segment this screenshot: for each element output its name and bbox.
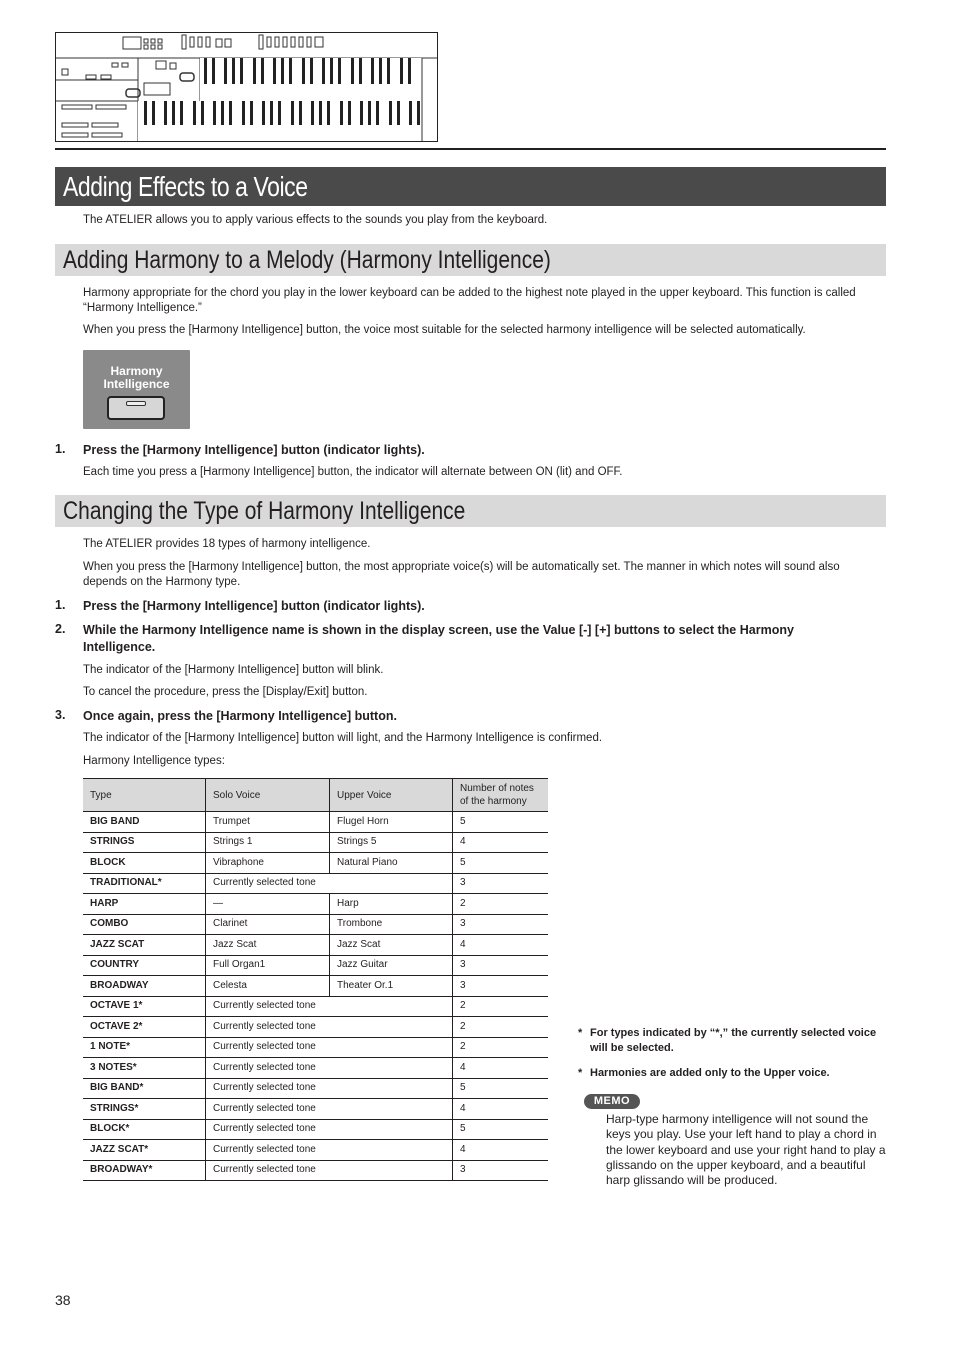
button-label-line2: Intelligence	[103, 377, 170, 391]
harmony-step1-note: Each time you press a [Harmony Intelligence] button, the indicator will alternate between ON (lit) and OFF.	[83, 466, 623, 478]
cell-notes: 4	[453, 1058, 549, 1079]
changing-section-title: Changing the Type of Harmony Intelligence	[63, 497, 466, 525]
harmony-intelligence-button-label	[83, 365, 190, 391]
cell-type: COMBO	[83, 914, 206, 935]
cell-type: BIG BAND*	[83, 1078, 206, 1099]
cell-upper-voice: Trombone	[330, 914, 453, 935]
cell-solo-voice: Celesta	[206, 976, 330, 997]
changing-step2: While the Harmony Intelligence name is shown in the display screen, use the Value [-] [+] buttons to select the Harmony Intelligence.	[83, 623, 794, 654]
cell-notes: 4	[453, 1140, 549, 1161]
table-header-row	[83, 779, 548, 812]
cell-notes: 3	[453, 873, 549, 894]
table-row	[83, 976, 548, 997]
cell-upper-voice: Flugel Horn	[330, 812, 453, 833]
cell-type: BIG BAND	[83, 812, 206, 833]
button-label-line1: Harmony	[110, 364, 163, 378]
changing-step3-note: The indicator of the [Harmony Intelligence] button will light, and the Harmony Intelligence is confirmed.	[83, 732, 603, 744]
col-header-notes: Number of notes of the harmony	[453, 779, 549, 812]
cell-solo-voice: Clarinet	[206, 914, 330, 935]
cell-solo-voice: Currently selected tone	[206, 1017, 453, 1038]
cell-type: BROADWAY*	[83, 1160, 206, 1181]
cell-type: STRINGS	[83, 832, 206, 853]
indicator-led-icon	[126, 401, 146, 406]
cell-type: OCTAVE 1*	[83, 996, 206, 1017]
col-header-upper: Upper Voice	[330, 779, 453, 812]
cell-solo-voice: Currently selected tone	[206, 996, 453, 1017]
cell-notes: 5	[453, 812, 549, 833]
cell-notes: 5	[453, 1078, 549, 1099]
changing-step1-number: 1.	[55, 598, 66, 612]
cell-solo-voice: Currently selected tone	[206, 1160, 453, 1181]
table-row	[83, 812, 548, 833]
types-caption: Harmony Intelligence types:	[83, 755, 225, 767]
upper-keys	[200, 58, 422, 101]
organ-panel-illustration	[55, 32, 438, 142]
table-row	[83, 832, 548, 853]
cell-solo-voice: Jazz Scat	[206, 935, 330, 956]
cell-type: BROADWAY	[83, 976, 206, 997]
cell-type: 3 NOTES*	[83, 1058, 206, 1079]
cell-solo-voice: Vibraphone	[206, 853, 330, 874]
cell-type: STRINGS*	[83, 1099, 206, 1120]
harmony-section-title: Adding Harmony to a Melody (Harmony Intelligence)	[63, 246, 551, 274]
cell-notes: 2	[453, 996, 549, 1017]
cell-notes: 3	[453, 955, 549, 976]
note1: For types indicated by “*,” the currently selected voice will be selected.	[590, 1027, 877, 1054]
table-body	[83, 812, 548, 1181]
harmony-para1: Harmony appropriate for the chord you play in the lower keyboard can be added to the highest note played in the upper keyboard. This function is called “Harmony Intelligence.”	[83, 287, 856, 314]
table-row	[83, 996, 548, 1017]
cell-notes: 3	[453, 976, 549, 997]
table-row	[83, 1119, 548, 1140]
cell-solo-voice: Currently selected tone	[206, 1140, 453, 1161]
changing-step3-number: 3.	[55, 708, 66, 722]
table-row	[83, 853, 548, 874]
table-row	[83, 935, 548, 956]
main-intro: The ATELIER allows you to apply various effects to the sounds you play from the keyboard.	[83, 214, 548, 226]
cell-solo-voice: Currently selected tone	[206, 1037, 453, 1058]
cell-solo-voice: —	[206, 894, 330, 915]
memo-badge: MEMO	[584, 1094, 640, 1109]
changing-step2-note2: To cancel the procedure, press the [Display/Exit] button.	[83, 686, 368, 698]
cell-notes: 3	[453, 914, 549, 935]
changing-step3: Once again, press the [Harmony Intelligence] button.	[83, 709, 397, 723]
cell-type: BLOCK*	[83, 1119, 206, 1140]
note1-mark: *	[578, 1027, 583, 1039]
table-row	[83, 894, 548, 915]
lower-keys	[138, 101, 422, 141]
page-number: 38	[55, 1292, 71, 1308]
cell-solo-voice: Currently selected tone	[206, 1119, 453, 1140]
cell-upper-voice: Jazz Scat	[330, 935, 453, 956]
harmony-intelligence-button-illustration	[83, 350, 190, 429]
cell-notes: 4	[453, 935, 549, 956]
changing-section-bar	[55, 495, 886, 527]
cell-upper-voice: Jazz Guitar	[330, 955, 453, 976]
cell-upper-voice: Theater Or.1	[330, 976, 453, 997]
cell-notes: 2	[453, 894, 549, 915]
table-row	[83, 873, 548, 894]
cell-type: BLOCK	[83, 853, 206, 874]
changing-para2: When you press the [Harmony Intelligence] button, the most appropriate voice(s) will be automatically set. The manner in which notes will sound also depends on the Harmony type.	[83, 561, 840, 588]
cell-type: TRADITIONAL*	[83, 873, 206, 894]
cell-solo-voice: Trumpet	[206, 812, 330, 833]
harmony-step1: Press the [Harmony Intelligence] button (indicator lights).	[83, 443, 425, 457]
changing-step1: Press the [Harmony Intelligence] button (indicator lights).	[83, 599, 425, 613]
changing-step2-number: 2.	[55, 622, 66, 636]
cell-type: 1 NOTE*	[83, 1037, 206, 1058]
cell-upper-voice: Natural Piano	[330, 853, 453, 874]
cell-solo-voice: Strings 1	[206, 832, 330, 853]
table-row	[83, 1037, 548, 1058]
cell-type: HARP	[83, 894, 206, 915]
cell-notes: 4	[453, 1099, 549, 1120]
cell-upper-voice: Harp	[330, 894, 453, 915]
table-row	[83, 955, 548, 976]
col-header-type: Type	[83, 779, 206, 812]
table-row	[83, 1160, 548, 1181]
cell-solo-voice: Full Organ1	[206, 955, 330, 976]
main-title: Adding Effects to a Voice	[63, 171, 308, 202]
table-row	[83, 1140, 548, 1161]
table-row	[83, 1058, 548, 1079]
harmony-section-bar	[55, 244, 886, 276]
cell-notes: 5	[453, 853, 549, 874]
col-header-solo: Solo Voice	[206, 779, 330, 812]
changing-para1: The ATELIER provides 18 types of harmony intelligence.	[83, 538, 371, 550]
memo-text: Harp-type harmony intelligence will not sound the keys you play. Use your left hand to play a chord in the lower keyboard and use your right hand to play a glissando on the upper keyboard, and a beautiful harp glissando will be produced.	[606, 1112, 886, 1188]
header-rule	[55, 148, 886, 150]
cell-notes: 5	[453, 1119, 549, 1140]
note2: Harmonies are added only to the Upper voice.	[590, 1067, 830, 1079]
cell-notes: 4	[453, 832, 549, 853]
cell-notes: 2	[453, 1037, 549, 1058]
cell-type: JAZZ SCAT	[83, 935, 206, 956]
cell-solo-voice: Currently selected tone	[206, 873, 453, 894]
cell-solo-voice: Currently selected tone	[206, 1099, 453, 1120]
cell-type: JAZZ SCAT*	[83, 1140, 206, 1161]
main-title-bar	[55, 167, 886, 206]
cell-solo-voice: Currently selected tone	[206, 1058, 453, 1079]
changing-step2-note1: The indicator of the [Harmony Intelligence] button will blink.	[83, 664, 384, 676]
table-row	[83, 1017, 548, 1038]
cell-notes: 3	[453, 1160, 549, 1181]
note2-mark: *	[578, 1067, 583, 1079]
table-row	[83, 914, 548, 935]
harmony-intelligence-key	[107, 396, 165, 420]
cell-upper-voice: Strings 5	[330, 832, 453, 853]
harmony-para2: When you press the [Harmony Intelligence] button, the voice most suitable for the selected harmony intelligence will be selected automatically.	[83, 324, 806, 336]
harmony-step1-number: 1.	[55, 442, 66, 456]
harmony-types-table	[83, 778, 548, 1181]
organ-keyboard-diagram	[56, 33, 437, 141]
cell-type: COUNTRY	[83, 955, 206, 976]
cell-type: OCTAVE 2*	[83, 1017, 206, 1038]
table-row	[83, 1078, 548, 1099]
cell-solo-voice: Currently selected tone	[206, 1078, 453, 1099]
table-row	[83, 1099, 548, 1120]
cell-notes: 2	[453, 1017, 549, 1038]
